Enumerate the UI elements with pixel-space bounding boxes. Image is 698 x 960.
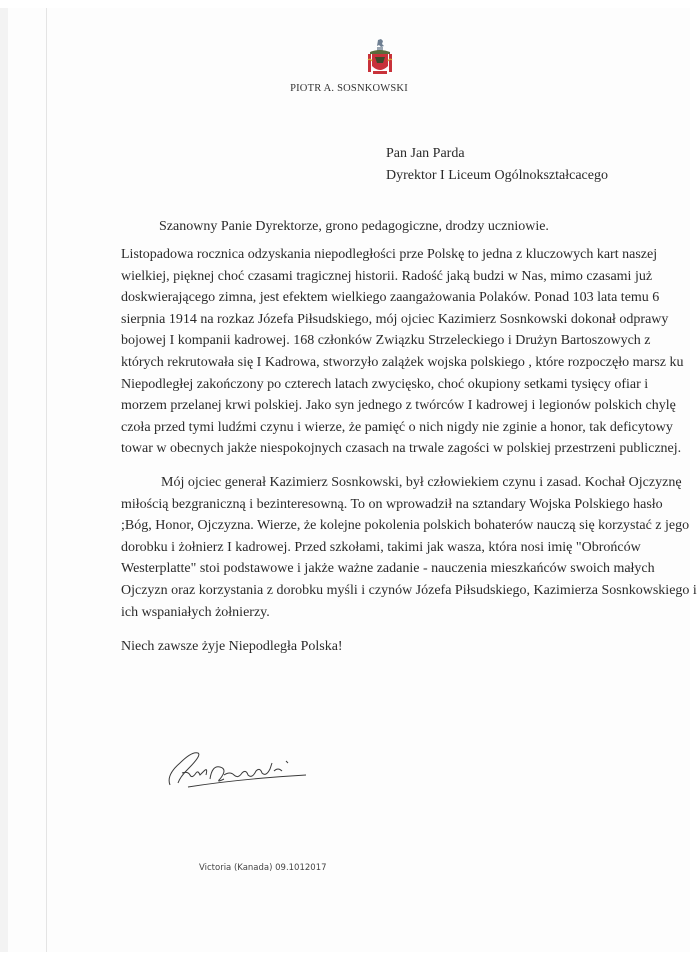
text-line: Listopadowa rocznica odzyskania niepodległości prze Polskę to jedna z kluczowych kart naszej — [121, 247, 658, 262]
text-line: ich wspaniałych żołnierzy. — [121, 604, 270, 620]
text-line: bojowej I kompanii kadrowej. 168 członków Związku Strzeleckiego i Drużyn Bartoszowych z — [121, 333, 651, 349]
letterhead-name: PIOTR A. SOSNKOWSKI — [290, 83, 408, 94]
recipient-name: Pan Jan Parda — [386, 146, 465, 161]
handwritten-signature-icon — [158, 745, 308, 790]
text-line: czoła przed tymi ludźmi czynu i wierze, że pamięć o nich nigdy nie zginie a honor, tak deficytowy — [121, 419, 673, 435]
text-line: sierpnia 1914 na rozkaz Józefa Piłsudskiego, mój ojciec Kazimierz Sosnkowski dokonał odprawy — [121, 311, 669, 327]
text-line: Niepodległej zakończony po czterech latach zwycięsko, choć okupiony setkami tysięcy ofiar i — [121, 376, 649, 392]
paragraph-1 — [121, 244, 684, 460]
coat-of-arms-icon — [367, 38, 393, 76]
text-line: Westerplatte" stoi podstawowe i jakże ważne zadanie - nauczenia mieszkańców swoich małych — [121, 561, 655, 577]
text-line: ;Bóg, Honor, Ojczyzna. Wierze, że kolejne pokolenia polskich bohaterów nauczą się korzystać z jego — [121, 518, 690, 534]
text-line: których rekrutowała się I Kadrowa, stworzyło zalążek wojska polskiego , które rozpoczęło marsz ku — [121, 354, 684, 370]
text-line: Mój ojciec generał Kazimierz Sosnkowski, był człowiekiem czynu i zasad. Kochał Ojczyznę — [161, 475, 682, 490]
paragraph-2 — [121, 472, 697, 623]
text-line: doskwierającego zimna, jest efektem wielkiego zaangażowania Polaków. Ponad 103 lata temu 6 — [121, 290, 660, 306]
place-and-date: Victoria (Kanada) 09.1012017 — [199, 863, 327, 873]
closing-line: Niech zawsze żyje Niepodległa Polska! — [121, 639, 343, 654]
text-line: Ojczyzn oraz korzystania z dorobku myśli i czynów Józefa Piłsudskiego, Kazimierza Sosnkowskiego i — [121, 582, 697, 598]
text-line: dorobku i żołnierz I kadrowej. Przed szkołami, takimi jak wasza, która nosi imię "Obrońców — [121, 539, 641, 555]
scan-fold-line — [46, 8, 47, 952]
text-line: wielkiej, pięknej choć czasami tragicznej historii. Radość jaką budzi w Nas, mimo czasami już — [121, 268, 653, 284]
text-line: morzem przelanej krwi polskiej. Jako syn jednego z twórców I kadrowej i legionów polskich chylę — [121, 398, 676, 414]
text-line: miłością bezgraniczną i bezinteresowną. To on wprowadził na sztandary Wojska Polskiego hasło — [121, 496, 663, 512]
text-line: towar w obecnych jakże niespokojnych czasach na trwale zagości w polskiej przestrzeni publicznej. — [121, 441, 682, 457]
recipient-title: Dyrektor I Liceum Ogólnokształcacego — [386, 168, 608, 183]
salutation: Szanowny Panie Dyrektorze, grono pedagogiczne, drodzy uczniowie. — [159, 219, 549, 234]
